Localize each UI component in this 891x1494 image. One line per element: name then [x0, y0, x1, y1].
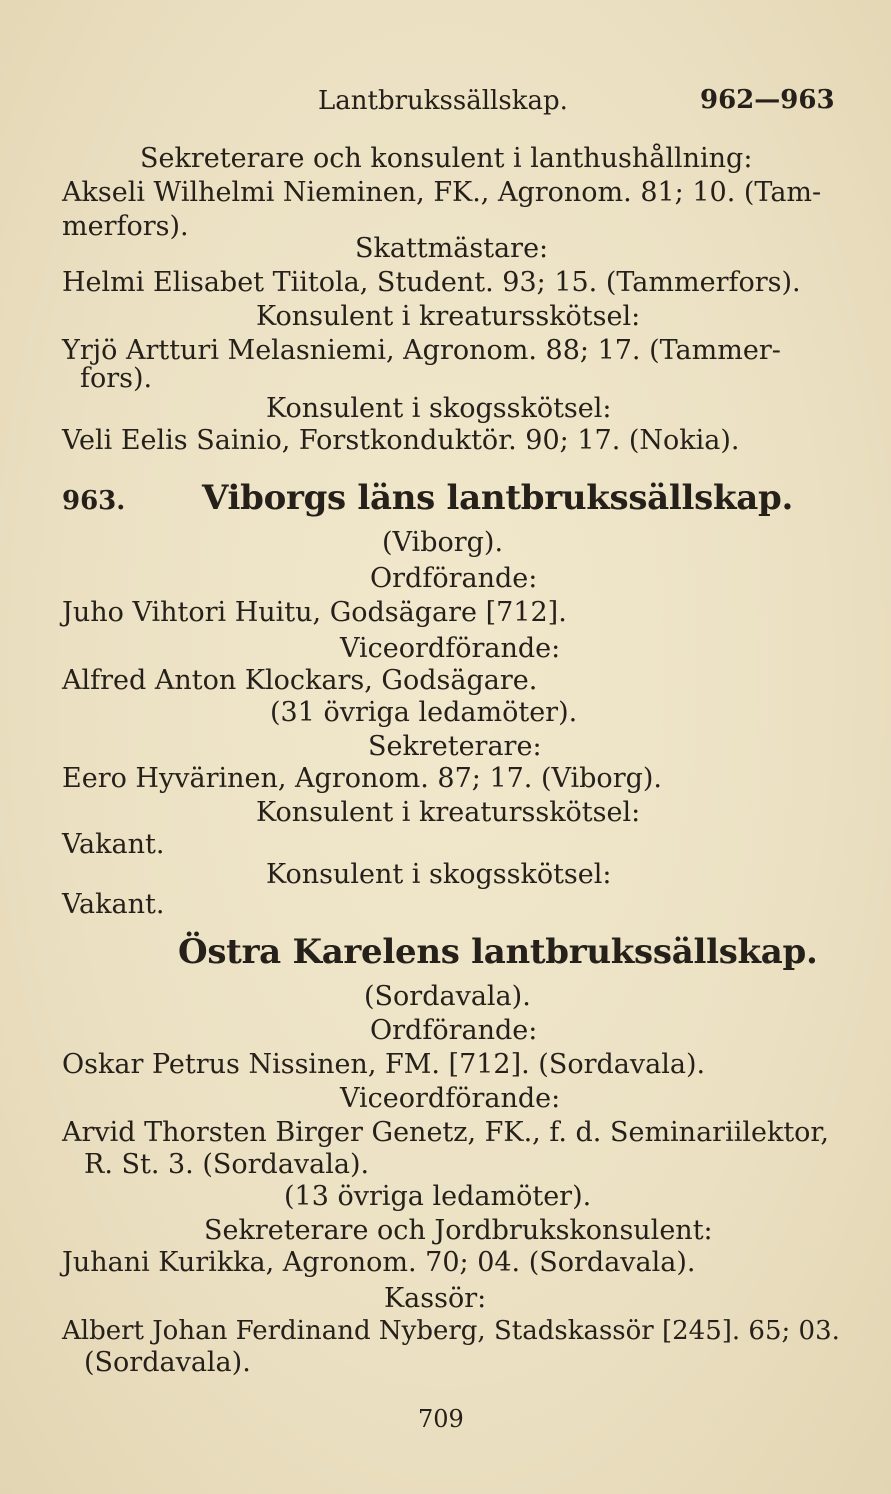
- section-title: Viborgs läns lantbrukssällskap.: [202, 478, 793, 518]
- entry-line: merfors).: [62, 211, 189, 242]
- entry-line: (Sordavala).: [84, 1347, 251, 1378]
- section-location: (Sordavala).: [364, 981, 531, 1012]
- heading-secretary: Sekreterare:: [368, 731, 542, 762]
- heading-forestry-consultant: Konsulent i skogsskötsel:: [266, 393, 612, 424]
- page-number: 709: [418, 1405, 464, 1433]
- section-location: (Viborg).: [382, 527, 504, 558]
- section-title: Östra Karelens lantbrukssällskap.: [178, 932, 818, 972]
- entry-line: Vakant.: [62, 829, 165, 860]
- entry-line: Alfred Anton Klockars, Godsägare.: [62, 665, 538, 696]
- entry-line: Albert Johan Ferdinand Nyberg, Stadskassör [245]. 65; 03.: [62, 1316, 840, 1346]
- entry-line: Oskar Petrus Nissinen, FM. [712]. (Sordavala).: [62, 1049, 706, 1080]
- entry-line: R. St. 3. (Sordavala).: [84, 1149, 370, 1180]
- members-note: (31 övriga ledamöter).: [270, 697, 578, 728]
- heading-chairman: Ordförande:: [370, 563, 538, 594]
- section-number: 963.: [62, 486, 126, 516]
- entry-line: Eero Hyvärinen, Agronom. 87; 17. (Viborg).: [62, 763, 662, 794]
- heading-livestock-consultant: Konsulent i kreatursskötsel:: [256, 797, 641, 828]
- entry-line: Yrjö Artturi Melasniemi, Agronom. 88; 17. (Tammer-: [62, 335, 781, 366]
- heading-chairman: Ordförande:: [370, 1015, 538, 1046]
- members-note: (13 övriga ledamöter).: [284, 1181, 592, 1212]
- entry-line: fors).: [80, 363, 153, 394]
- heading-forestry-consultant: Konsulent i skogsskötsel:: [266, 859, 612, 890]
- heading-vice-chairman: Viceordförande:: [340, 1083, 561, 1114]
- heading-livestock-consultant: Konsulent i kreatursskötsel:: [256, 301, 641, 332]
- heading-secretary-consultant: Sekreterare och konsulent i lanthushållning:: [140, 143, 753, 174]
- entry-line: Juho Vihtori Huitu, Godsägare [712].: [62, 597, 567, 628]
- entry-line: Vakant.: [62, 889, 165, 920]
- heading-treasurer: Skattmästare:: [355, 233, 549, 264]
- entry-line: Arvid Thorsten Birger Genetz, FK., f. d. Seminariilektor,: [62, 1117, 829, 1148]
- running-header-page-range: 962—963: [700, 85, 835, 115]
- heading-secretary-agri-consultant: Sekreterare och Jordbrukskonsulent:: [204, 1215, 713, 1246]
- entry-line: Veli Eelis Sainio, Forstkonduktör. 90; 17. (Nokia).: [62, 425, 740, 456]
- heading-vice-chairman: Viceordförande:: [340, 633, 561, 664]
- entry-line: Juhani Kurikka, Agronom. 70; 04. (Sordavala).: [62, 1247, 696, 1278]
- entry-line: Akseli Wilhelmi Nieminen, FK., Agronom. 81; 10. (Tam-: [62, 177, 822, 208]
- entry-line: Helmi Elisabet Tiitola, Student. 93; 15. (Tammerfors).: [62, 267, 801, 298]
- running-header-title: Lantbrukssällskap.: [318, 86, 568, 116]
- heading-cashier: Kassör:: [384, 1283, 487, 1314]
